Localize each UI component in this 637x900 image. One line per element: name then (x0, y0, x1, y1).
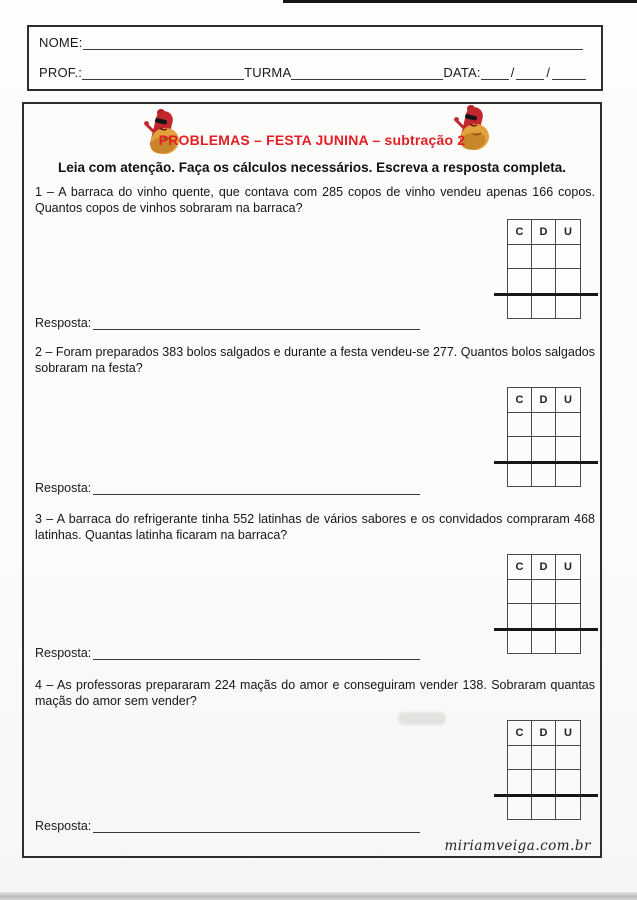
name-label: NOME: (39, 35, 83, 50)
resposta-1-row (35, 315, 420, 330)
problem-3-text: 3 – A barraca do refrigerante tinha 552 latinhas de vários sabores e os convidados compraram 468 latinhas. Quantas latinha ficaram na barraca? (35, 512, 595, 542)
grid-cell (556, 245, 580, 270)
grid-cell (508, 413, 532, 438)
grid-cell (532, 462, 556, 487)
grid-cell (532, 795, 556, 820)
equals-line (494, 461, 598, 464)
cdu-grid-1 (507, 219, 581, 319)
grid-header-u: U (556, 388, 580, 413)
cdu-table (507, 387, 581, 487)
date-month-line (516, 64, 544, 80)
grid-cell (532, 746, 556, 771)
grid-cell (508, 629, 532, 654)
resposta-3-row (35, 645, 420, 660)
grid-cell (556, 413, 580, 438)
scan-artifact-top-line (283, 0, 637, 3)
grid-cell (508, 580, 532, 605)
cdu-grid-2 (507, 387, 581, 487)
equals-line (494, 628, 598, 631)
grid-cell (508, 462, 532, 487)
worksheet-instruction: Leia com atenção. Faça os cálculos necessários. Escreva a resposta completa. (57, 160, 566, 175)
problem-2-text: 2 – Foram preparados 383 bolos salgados e durante a festa vendeu-se 277. Quantos bolos salgados sobraram na festa? (35, 345, 595, 375)
resposta-write-line (93, 315, 420, 330)
grid-cell (556, 629, 580, 654)
problem-1-text: 1 – A barraca do vinho quente, que contava com 285 copos de vinho vendeu apenas 166 copos. Quantos copos de vinhos sobraram na barraca? (35, 185, 595, 215)
name-row (39, 34, 591, 50)
grid-cell (532, 580, 556, 605)
resposta-label: Resposta: (35, 316, 92, 330)
grid-cell (532, 604, 556, 629)
turma-write-line (291, 64, 443, 80)
resposta-2-row (35, 480, 420, 495)
grid-header-c: C (508, 721, 532, 746)
grid-header-c: C (508, 220, 532, 245)
grid-cell (556, 269, 580, 294)
grid-cell (508, 795, 532, 820)
grid-cell (508, 437, 532, 462)
grid-header-d: D (532, 220, 556, 245)
grid-header-d: D (532, 555, 556, 580)
resposta-label: Resposta: (35, 646, 92, 660)
grid-cell (556, 746, 580, 771)
grid-header-c: C (508, 388, 532, 413)
grid-cell (556, 580, 580, 605)
student-info-box (27, 25, 603, 91)
grid-cell (532, 294, 556, 319)
resposta-4-row (35, 818, 420, 833)
resposta-label: Resposta: (35, 481, 92, 495)
grid-cell (532, 245, 556, 270)
worksheet-body-box (22, 102, 602, 858)
grid-header-u: U (556, 220, 580, 245)
data-label: DATA: (443, 65, 481, 80)
grid-cell (556, 294, 580, 319)
grid-cell (508, 269, 532, 294)
watermark-credit: miriamveiga.com.br (444, 838, 591, 854)
grid-cell (556, 770, 580, 795)
grid-cell (508, 604, 532, 629)
prof-label: PROF.: (39, 65, 83, 80)
resposta-write-line (93, 818, 420, 833)
grid-cell (532, 629, 556, 654)
resposta-write-line (93, 645, 420, 660)
cdu-grid-4 (507, 720, 581, 820)
cdu-table (507, 554, 581, 654)
grid-cell (556, 437, 580, 462)
grid-cell (556, 795, 580, 820)
grid-header-d: D (532, 721, 556, 746)
date-slash: / (510, 65, 515, 80)
equals-line (494, 293, 598, 296)
worksheet-title: PROBLEMAS – FESTA JUNINA – subtração 2 (158, 132, 466, 148)
grid-cell (556, 604, 580, 629)
grid-cell (508, 294, 532, 319)
turma-label: TURMA (244, 65, 292, 80)
scan-artifact-bottom-band (0, 892, 637, 900)
grid-cell (508, 746, 532, 771)
grid-header-u: U (556, 721, 580, 746)
grid-cell (508, 770, 532, 795)
grid-cell (532, 437, 556, 462)
grid-cell (532, 770, 556, 795)
prof-write-line (82, 64, 244, 80)
grid-header-c: C (508, 555, 532, 580)
grid-header-u: U (556, 555, 580, 580)
date-day-line (481, 64, 509, 80)
resposta-write-line (93, 480, 420, 495)
cdu-table (507, 219, 581, 319)
date-year-line (552, 64, 586, 80)
cdu-grid-3 (507, 554, 581, 654)
resposta-label: Resposta: (35, 819, 92, 833)
date-slash: / (546, 65, 550, 80)
grid-cell (532, 413, 556, 438)
problem-4-text: 4 – As professoras prepararam 224 maçãs do amor e conseguiram vender 138. Sobraram quantas maçãs do amor sem vender? (35, 678, 595, 708)
prof-turma-data-row (39, 64, 591, 80)
grid-cell (532, 269, 556, 294)
grid-cell (508, 245, 532, 270)
grid-header-d: D (532, 388, 556, 413)
equals-line (494, 794, 598, 797)
name-write-line (83, 34, 583, 50)
grid-cell (556, 462, 580, 487)
cdu-table (507, 720, 581, 820)
